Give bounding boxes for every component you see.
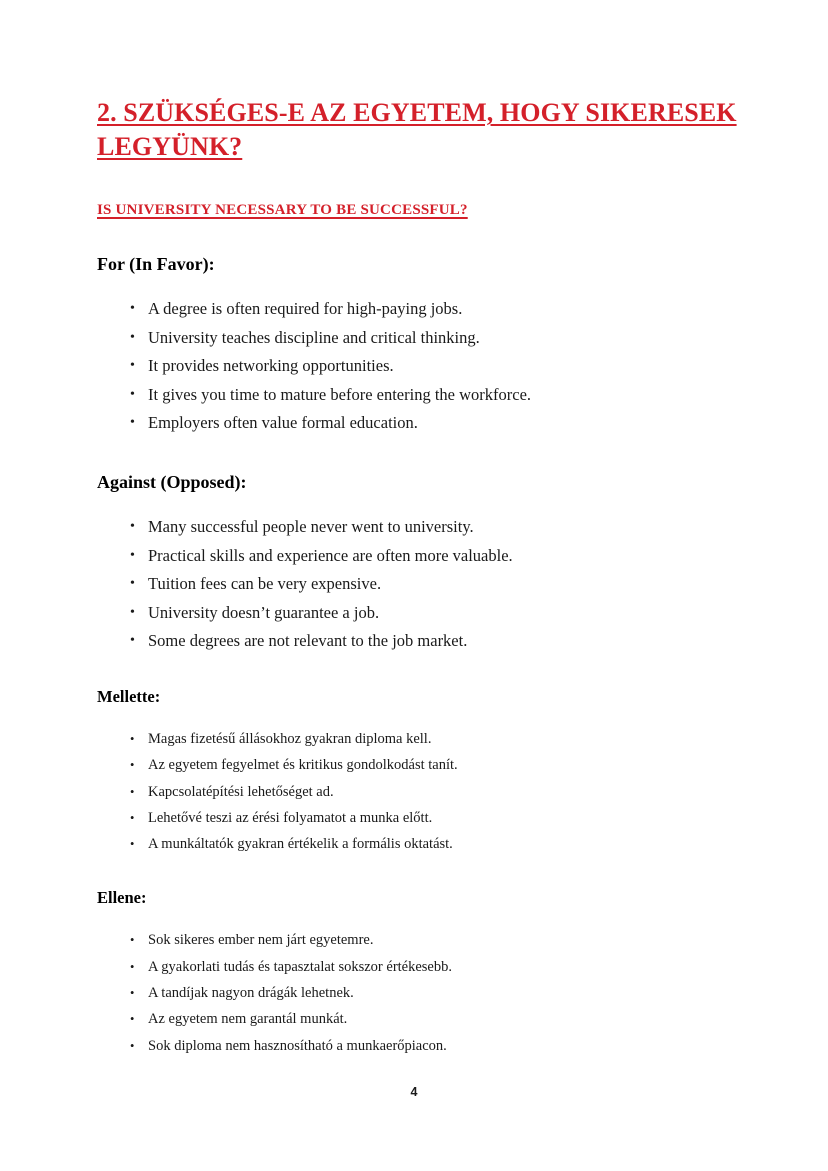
page-number: 4 (410, 1085, 418, 1099)
list-item: • A tandíjak nagyon drágák lehetnek. (97, 980, 737, 1006)
list-item: • Tuition fees can be very expensive. (97, 570, 737, 599)
bullet-list-for (97, 275, 737, 438)
section-heading-ellene: Ellene: (97, 888, 147, 908)
page-subtitle-text: IS UNIVERSITY NECESSARY TO BE SUCCESSFUL? (97, 202, 468, 218)
section-heading-mellette: Mellette: (97, 686, 161, 706)
list-item: • Az egyetem nem garantál munkát. (97, 1006, 737, 1032)
list-item: • Lehetővé teszi az érési folyamatot a munka előtt. (97, 805, 737, 831)
page-title-line-2: LEGYÜNK? (97, 132, 243, 161)
document-body (97, 96, 737, 1059)
list-item: • A munkáltatók gyakran értékelik a formális oktatást. (97, 831, 737, 857)
list-item: • University teaches discipline and critical thinking. (97, 324, 737, 353)
list-item: • Kapcsolatépítési lehetőséget ad. (97, 779, 737, 805)
bullet-list-against (97, 493, 737, 656)
list-item: • Sok diploma nem hasznosítható a munkaerőpiacon. (97, 1033, 737, 1059)
list-item: • It provides networking opportunities. (97, 352, 737, 381)
list-item: • Magas fizetésű állásokhoz gyakran diploma kell. (97, 726, 737, 752)
list-item: • Az egyetem fegyelmet és kritikus gondolkodást tanít. (97, 752, 737, 778)
page-subtitle (97, 164, 737, 219)
bullet-list-ellene (97, 908, 737, 1058)
list-item: • Some degrees are not relevant to the job market. (97, 627, 737, 656)
list-item: • A degree is often required for high-paying jobs. (97, 295, 737, 324)
bullet-list-mellette (97, 707, 737, 857)
list-item: • University doesn’t guarantee a job. (97, 599, 737, 628)
list-item: • It gives you time to mature before entering the workforce. (97, 381, 737, 410)
section-heading-for: For (In Favor): (97, 254, 215, 274)
section-heading-against: Against (Opposed): (97, 471, 247, 492)
list-item: • A gyakorlati tudás és tapasztalat sokszor értékesebb. (97, 954, 737, 980)
list-item: • Many successful people never went to university. (97, 513, 737, 542)
list-item: • Sok sikeres ember nem járt egyetemre. (97, 927, 737, 953)
page-title (97, 96, 737, 164)
list-item: • Employers often value formal education. (97, 409, 737, 438)
list-item: • Practical skills and experience are often more valuable. (97, 542, 737, 571)
page-title-line-1: 2. SZÜKSÉGES-E AZ EGYETEM, HOGY SIKERESEK (97, 98, 737, 127)
